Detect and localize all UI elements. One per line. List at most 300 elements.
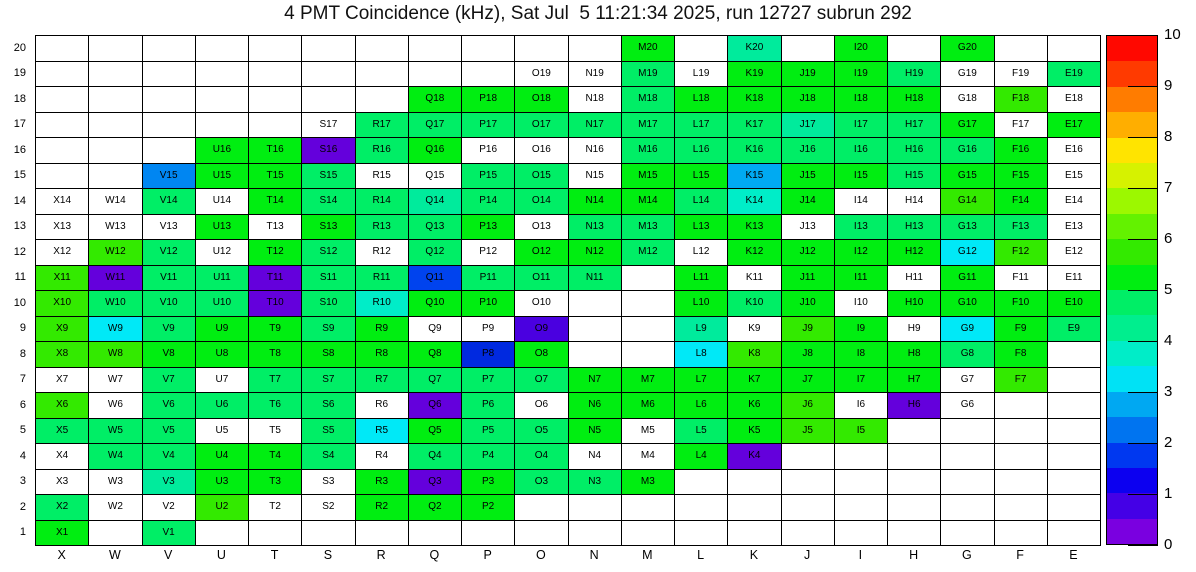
- cell-empty: [994, 469, 1047, 495]
- cell-N4: N4: [568, 443, 621, 469]
- cell-F19: F19: [994, 61, 1047, 87]
- cell-M7: M7: [621, 367, 674, 393]
- cell-U14: U14: [195, 188, 248, 214]
- cell-I5: I5: [834, 418, 887, 444]
- colorbar-tick-label-1: 1: [1164, 485, 1173, 502]
- cell-H14: H14: [887, 188, 940, 214]
- cell-empty: [248, 112, 301, 138]
- cell-O4: O4: [514, 443, 567, 469]
- colorbar-band: [1107, 61, 1157, 86]
- x-axis-label-H: H: [909, 548, 919, 562]
- cell-V2: V2: [142, 494, 195, 520]
- cell-empty: [355, 86, 408, 112]
- cell-empty: [301, 520, 354, 546]
- cell-E15: E15: [1047, 163, 1100, 189]
- cell-X8: X8: [35, 341, 88, 367]
- colorbar-tick: [1128, 443, 1158, 444]
- cell-N7: N7: [568, 367, 621, 393]
- cell-empty: [940, 443, 993, 469]
- x-axis-label-G: G: [962, 548, 972, 562]
- colorbar-band: [1107, 366, 1157, 391]
- cell-G8: G8: [940, 341, 993, 367]
- cell-empty: [674, 35, 727, 61]
- cell-empty: [301, 61, 354, 87]
- cell-R10: R10: [355, 290, 408, 316]
- cell-F12: F12: [994, 239, 1047, 265]
- cell-K5: K5: [727, 418, 780, 444]
- cell-empty: [301, 35, 354, 61]
- cell-empty: [514, 494, 567, 520]
- cell-G13: G13: [940, 214, 993, 240]
- cell-empty: [195, 520, 248, 546]
- cell-empty: [195, 61, 248, 87]
- cell-X14: X14: [35, 188, 88, 214]
- cell-R11: R11: [355, 265, 408, 291]
- cell-G20: G20: [940, 35, 993, 61]
- cell-empty: [461, 35, 514, 61]
- cell-T2: T2: [248, 494, 301, 520]
- cell-I9: I9: [834, 316, 887, 342]
- cell-P14: P14: [461, 188, 514, 214]
- cell-M5: M5: [621, 418, 674, 444]
- cell-empty: [248, 86, 301, 112]
- cell-J8: J8: [781, 341, 834, 367]
- cell-M14: M14: [621, 188, 674, 214]
- cell-Q5: Q5: [408, 418, 461, 444]
- cell-T3: T3: [248, 469, 301, 495]
- colorbar-tick-label-2: 2: [1164, 434, 1173, 451]
- colorbar-band: [1107, 214, 1157, 239]
- cell-T5: T5: [248, 418, 301, 444]
- cell-V15: V15: [142, 163, 195, 189]
- cell-V9: V9: [142, 316, 195, 342]
- colorbar-band: [1107, 341, 1157, 366]
- colorbar-tick-label-4: 4: [1164, 332, 1173, 349]
- cell-O18: O18: [514, 86, 567, 112]
- x-axis-label-U: U: [216, 548, 226, 562]
- cell-Q6: Q6: [408, 392, 461, 418]
- cell-M18: M18: [621, 86, 674, 112]
- cell-R8: R8: [355, 341, 408, 367]
- x-axis-label-L: L: [697, 548, 705, 562]
- cell-N15: N15: [568, 163, 621, 189]
- cell-K11: K11: [727, 265, 780, 291]
- colorbar-tick-label-7: 7: [1164, 179, 1173, 196]
- cell-W10: W10: [88, 290, 141, 316]
- cell-S13: S13: [301, 214, 354, 240]
- cell-V14: V14: [142, 188, 195, 214]
- cell-J9: J9: [781, 316, 834, 342]
- cell-Q11: Q11: [408, 265, 461, 291]
- cell-empty: [35, 163, 88, 189]
- cell-S14: S14: [301, 188, 354, 214]
- cell-M4: M4: [621, 443, 674, 469]
- cell-O13: O13: [514, 214, 567, 240]
- colorbar-band: [1107, 315, 1157, 340]
- cell-empty: [994, 443, 1047, 469]
- cell-E17: E17: [1047, 112, 1100, 138]
- cell-empty: [35, 86, 88, 112]
- colorbar-tick: [1128, 341, 1158, 342]
- cell-Q9: Q9: [408, 316, 461, 342]
- cell-P13: P13: [461, 214, 514, 240]
- cell-R6: R6: [355, 392, 408, 418]
- cell-P18: P18: [461, 86, 514, 112]
- cell-empty: [621, 290, 674, 316]
- cell-O16: O16: [514, 137, 567, 163]
- cell-H18: H18: [887, 86, 940, 112]
- cell-F18: F18: [994, 86, 1047, 112]
- cell-X11: X11: [35, 265, 88, 291]
- y-axis-label-9: 9: [19, 322, 26, 335]
- cell-V8: V8: [142, 341, 195, 367]
- cell-I7: I7: [834, 367, 887, 393]
- y-axis-label-12: 12: [13, 245, 26, 258]
- cell-empty: [994, 520, 1047, 546]
- y-axis-label-20: 20: [13, 41, 26, 54]
- cell-U7: U7: [195, 367, 248, 393]
- cell-empty: [35, 137, 88, 163]
- cell-L10: L10: [674, 290, 727, 316]
- cell-T14: T14: [248, 188, 301, 214]
- cell-empty: [727, 520, 780, 546]
- cell-S9: S9: [301, 316, 354, 342]
- x-axis-label-F: F: [1016, 548, 1024, 562]
- cell-empty: [1047, 341, 1100, 367]
- cell-empty: [142, 112, 195, 138]
- cell-X13: X13: [35, 214, 88, 240]
- cell-U5: U5: [195, 418, 248, 444]
- y-axis-label-16: 16: [13, 143, 26, 156]
- cell-Q16: Q16: [408, 137, 461, 163]
- cell-H13: H13: [887, 214, 940, 240]
- cell-empty: [142, 61, 195, 87]
- cell-H11: H11: [887, 265, 940, 291]
- cell-M6: M6: [621, 392, 674, 418]
- colorbar-band: [1107, 265, 1157, 290]
- cell-F8: F8: [994, 341, 1047, 367]
- cell-O17: O17: [514, 112, 567, 138]
- cell-empty: [887, 443, 940, 469]
- cell-N16: N16: [568, 137, 621, 163]
- cell-G7: G7: [940, 367, 993, 393]
- colorbar-tick-label-5: 5: [1164, 281, 1173, 298]
- colorbar-band: [1107, 392, 1157, 417]
- cell-W3: W3: [88, 469, 141, 495]
- cell-G18: G18: [940, 86, 993, 112]
- cell-empty: [568, 520, 621, 546]
- cell-R15: R15: [355, 163, 408, 189]
- cell-J7: J7: [781, 367, 834, 393]
- colorbar-tick-label-9: 9: [1164, 77, 1173, 94]
- cell-T6: T6: [248, 392, 301, 418]
- cell-empty: [88, 112, 141, 138]
- cell-empty: [994, 494, 1047, 520]
- cell-H19: H19: [887, 61, 940, 87]
- cell-S10: S10: [301, 290, 354, 316]
- cell-empty: [887, 35, 940, 61]
- cell-empty: [727, 494, 780, 520]
- x-axis-label-K: K: [749, 548, 759, 562]
- cell-M19: M19: [621, 61, 674, 87]
- cell-R16: R16: [355, 137, 408, 163]
- cell-P5: P5: [461, 418, 514, 444]
- cell-S17: S17: [301, 112, 354, 138]
- cell-Q3: Q3: [408, 469, 461, 495]
- cell-I6: I6: [834, 392, 887, 418]
- cell-empty: [301, 86, 354, 112]
- cell-N12: N12: [568, 239, 621, 265]
- colorbar-band: [1107, 36, 1157, 61]
- y-axis-label-18: 18: [13, 92, 26, 105]
- cell-S6: S6: [301, 392, 354, 418]
- cell-empty: [195, 35, 248, 61]
- cell-W4: W4: [88, 443, 141, 469]
- cell-K4: K4: [727, 443, 780, 469]
- cell-empty: [940, 418, 993, 444]
- cell-empty: [621, 520, 674, 546]
- cell-E12: E12: [1047, 239, 1100, 265]
- cell-empty: [834, 520, 887, 546]
- colorbar-band: [1107, 163, 1157, 188]
- cell-J13: J13: [781, 214, 834, 240]
- colorbar-band: [1107, 417, 1157, 442]
- cell-H10: H10: [887, 290, 940, 316]
- colorbar-tick-label-3: 3: [1164, 383, 1173, 400]
- colorbar-tick: [1128, 35, 1158, 36]
- x-axis-label-J: J: [804, 548, 811, 562]
- cell-K8: K8: [727, 341, 780, 367]
- cell-L14: L14: [674, 188, 727, 214]
- cell-W12: W12: [88, 239, 141, 265]
- cell-W13: W13: [88, 214, 141, 240]
- cell-empty: [940, 520, 993, 546]
- cell-N17: N17: [568, 112, 621, 138]
- cell-P7: P7: [461, 367, 514, 393]
- cell-V1: V1: [142, 520, 195, 546]
- colorbar-band: [1107, 138, 1157, 163]
- cell-empty: [88, 520, 141, 546]
- colorbar-band: [1107, 468, 1157, 493]
- cell-N11: N11: [568, 265, 621, 291]
- colorbar-tick: [1128, 290, 1158, 291]
- cell-H15: H15: [887, 163, 940, 189]
- cell-H8: H8: [887, 341, 940, 367]
- colorbar-tick: [1128, 239, 1158, 240]
- cell-W9: W9: [88, 316, 141, 342]
- cell-O19: O19: [514, 61, 567, 87]
- cell-empty: [1047, 418, 1100, 444]
- y-axis-label-8: 8: [19, 347, 26, 360]
- x-axis-label-I: I: [858, 548, 863, 562]
- cell-I11: I11: [834, 265, 887, 291]
- cell-G17: G17: [940, 112, 993, 138]
- cell-K12: K12: [727, 239, 780, 265]
- cell-M15: M15: [621, 163, 674, 189]
- cell-empty: [621, 316, 674, 342]
- cell-G15: G15: [940, 163, 993, 189]
- cell-I14: I14: [834, 188, 887, 214]
- cell-P16: P16: [461, 137, 514, 163]
- cell-empty: [1047, 392, 1100, 418]
- cell-empty: [514, 35, 567, 61]
- cell-empty: [834, 443, 887, 469]
- x-axis-label-W: W: [108, 548, 121, 562]
- cell-G11: G11: [940, 265, 993, 291]
- cell-R12: R12: [355, 239, 408, 265]
- cell-K20: K20: [727, 35, 780, 61]
- colorbar-tick: [1128, 137, 1158, 138]
- cell-T7: T7: [248, 367, 301, 393]
- cell-L4: L4: [674, 443, 727, 469]
- y-axis-label-13: 13: [13, 220, 26, 233]
- cell-U4: U4: [195, 443, 248, 469]
- cell-J16: J16: [781, 137, 834, 163]
- cell-empty: [568, 316, 621, 342]
- cell-empty: [408, 61, 461, 87]
- cell-E18: E18: [1047, 86, 1100, 112]
- cell-Q12: Q12: [408, 239, 461, 265]
- cell-V12: V12: [142, 239, 195, 265]
- cell-W8: W8: [88, 341, 141, 367]
- cell-S11: S11: [301, 265, 354, 291]
- colorbar-band: [1107, 493, 1157, 518]
- x-axis-label-P: P: [483, 548, 492, 562]
- colorbar-band: [1107, 188, 1157, 213]
- x-axis-label-M: M: [642, 548, 653, 562]
- cell-J6: J6: [781, 392, 834, 418]
- cell-R5: R5: [355, 418, 408, 444]
- cell-F16: F16: [994, 137, 1047, 163]
- cell-R13: R13: [355, 214, 408, 240]
- cell-E16: E16: [1047, 137, 1100, 163]
- cell-O9: O9: [514, 316, 567, 342]
- cell-Q14: Q14: [408, 188, 461, 214]
- cell-V4: V4: [142, 443, 195, 469]
- cell-J10: J10: [781, 290, 834, 316]
- cell-N13: N13: [568, 214, 621, 240]
- cell-I20: I20: [834, 35, 887, 61]
- cell-G12: G12: [940, 239, 993, 265]
- cell-empty: [994, 392, 1047, 418]
- cell-empty: [35, 112, 88, 138]
- cell-empty: [568, 494, 621, 520]
- cell-M13: M13: [621, 214, 674, 240]
- cell-P12: P12: [461, 239, 514, 265]
- cell-empty: [781, 469, 834, 495]
- cell-V5: V5: [142, 418, 195, 444]
- cell-empty: [781, 520, 834, 546]
- cell-V7: V7: [142, 367, 195, 393]
- cell-P6: P6: [461, 392, 514, 418]
- cell-N14: N14: [568, 188, 621, 214]
- cell-empty: [621, 341, 674, 367]
- colorbar-tick: [1128, 188, 1158, 189]
- cell-X10: X10: [35, 290, 88, 316]
- cell-G6: G6: [940, 392, 993, 418]
- x-axis-label-N: N: [589, 548, 599, 562]
- cell-O10: O10: [514, 290, 567, 316]
- cell-E19: E19: [1047, 61, 1100, 87]
- cell-L15: L15: [674, 163, 727, 189]
- cell-O15: O15: [514, 163, 567, 189]
- cell-R17: R17: [355, 112, 408, 138]
- cell-J12: J12: [781, 239, 834, 265]
- cell-U2: U2: [195, 494, 248, 520]
- y-axis-label-5: 5: [19, 424, 26, 437]
- y-axis-label-11: 11: [14, 271, 26, 284]
- cell-O12: O12: [514, 239, 567, 265]
- cell-K16: K16: [727, 137, 780, 163]
- cell-W6: W6: [88, 392, 141, 418]
- cell-S3: S3: [301, 469, 354, 495]
- cell-K13: K13: [727, 214, 780, 240]
- cell-F11: F11: [994, 265, 1047, 291]
- cell-R3: R3: [355, 469, 408, 495]
- colorbar-tick: [1128, 494, 1158, 495]
- cell-L16: L16: [674, 137, 727, 163]
- cell-empty: [1047, 367, 1100, 393]
- cell-K10: K10: [727, 290, 780, 316]
- cell-empty: [88, 61, 141, 87]
- colorbar-tick-label-8: 8: [1164, 128, 1173, 145]
- cell-L19: L19: [674, 61, 727, 87]
- cell-empty: [887, 418, 940, 444]
- cell-L17: L17: [674, 112, 727, 138]
- cell-J15: J15: [781, 163, 834, 189]
- cell-U3: U3: [195, 469, 248, 495]
- cell-L12: L12: [674, 239, 727, 265]
- cell-G9: G9: [940, 316, 993, 342]
- cell-N18: N18: [568, 86, 621, 112]
- cell-empty: [621, 265, 674, 291]
- cell-S15: S15: [301, 163, 354, 189]
- cell-S12: S12: [301, 239, 354, 265]
- cell-L11: L11: [674, 265, 727, 291]
- cell-U12: U12: [195, 239, 248, 265]
- cell-W7: W7: [88, 367, 141, 393]
- colorbar-band: [1107, 443, 1157, 468]
- y-axis-label-4: 4: [19, 449, 26, 462]
- cell-V11: V11: [142, 265, 195, 291]
- y-axis-label-19: 19: [13, 67, 26, 80]
- y-axis-label-17: 17: [13, 118, 26, 131]
- cell-G16: G16: [940, 137, 993, 163]
- cell-H16: H16: [887, 137, 940, 163]
- cell-I10: I10: [834, 290, 887, 316]
- cell-empty: [887, 494, 940, 520]
- cell-F9: F9: [994, 316, 1047, 342]
- cell-T10: T10: [248, 290, 301, 316]
- cell-empty: [408, 35, 461, 61]
- cell-J17: J17: [781, 112, 834, 138]
- cell-R7: R7: [355, 367, 408, 393]
- cell-F15: F15: [994, 163, 1047, 189]
- cell-empty: [88, 137, 141, 163]
- cell-empty: [727, 469, 780, 495]
- cell-H6: H6: [887, 392, 940, 418]
- cell-L7: L7: [674, 367, 727, 393]
- cell-Q18: Q18: [408, 86, 461, 112]
- cell-I17: I17: [834, 112, 887, 138]
- cell-U16: U16: [195, 137, 248, 163]
- cell-S16: S16: [301, 137, 354, 163]
- cell-P17: P17: [461, 112, 514, 138]
- cell-K18: K18: [727, 86, 780, 112]
- y-axis-label-2: 2: [19, 500, 26, 513]
- chart-title: 4 PMT Coincidence (kHz), Sat Jul 5 11:21:34 2025, run 12727 subrun 292: [284, 3, 912, 24]
- cell-U10: U10: [195, 290, 248, 316]
